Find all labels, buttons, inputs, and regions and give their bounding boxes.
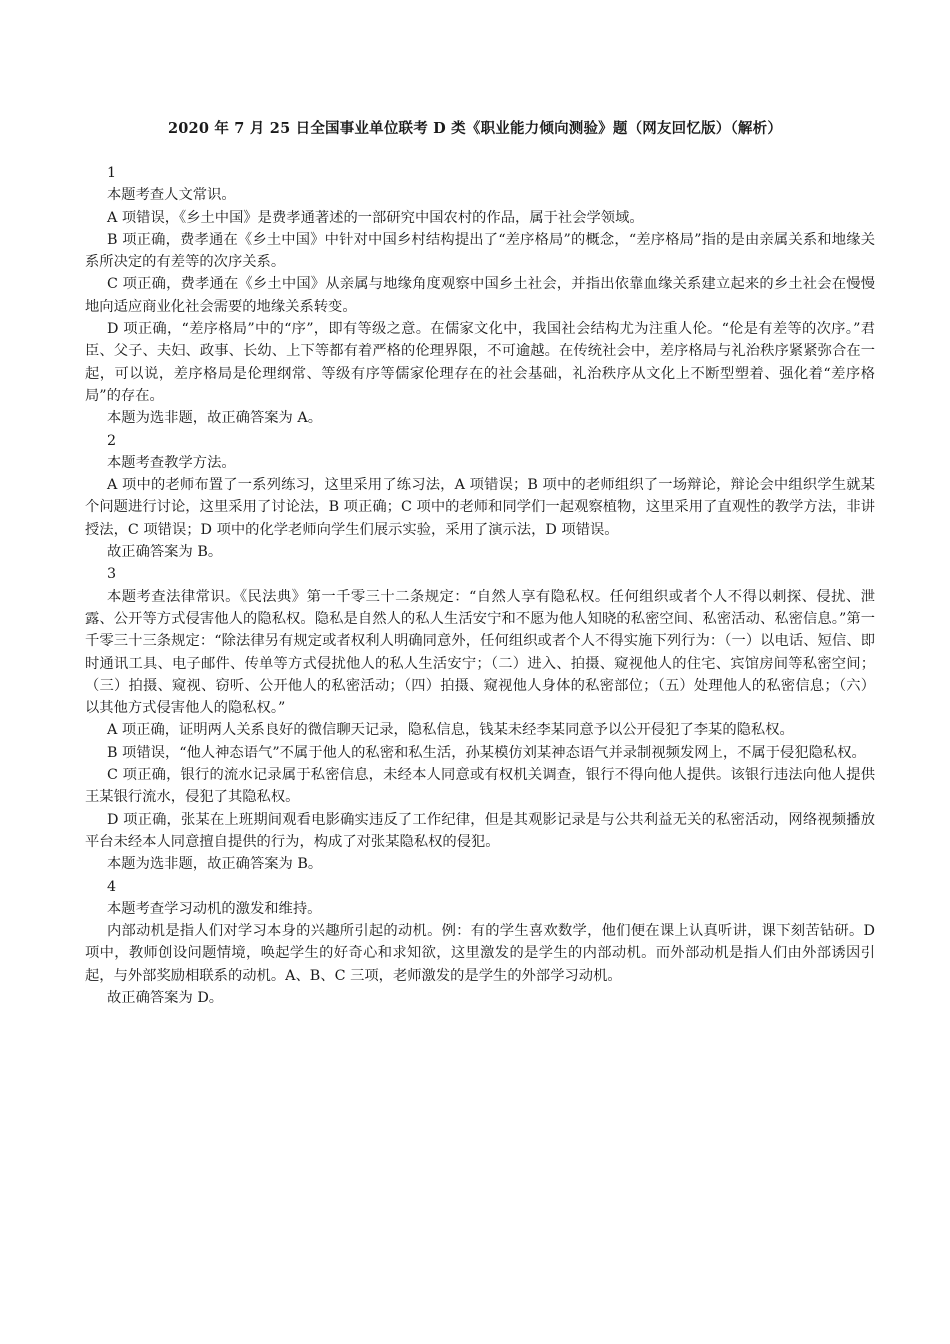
paragraph: D 项正确，张某在上班期间观看电影确实违反了工作纪律，但是其观影记录是与公共利益无关的私密活动，网络视频播放平台未经本人同意擅自提供的行为，构成了对张某隐私权的侵犯。	[85, 811, 875, 850]
answer-line: 故正确答案为 B。	[107, 544, 223, 561]
question-number: 1	[107, 165, 117, 181]
paragraph: A 项错误，《乡土中国》是费孝通著述的一部研究中国农村的作品，属于社会学领域。	[107, 209, 644, 226]
answer-line: 本题为选非题，故正确答案为 B。	[107, 856, 323, 873]
paragraph: D 项正确，“差序格局”中的“序”，即有等级之意。在儒家文化中，我国社会结构尤为注重人伦。“伦是有差等的次序。”君臣、父子、夫妇、政事、长幼、上下等都有着严格的伦理界限，不可逾越。在传统社会中，差序格局与礼治秩序紧紧弥合在一起，可以说，差序格局是伦理纲常、等级有序等儒家伦理存在的社会基础，礼治秩序从文化上不断型塑着、强化着“差序格局”的存在。	[85, 321, 875, 404]
question-number: 3	[107, 566, 117, 583]
paragraph: B 项错误，“他人神态语气”不属于他人的私密和私生活，孙某模仿刘某神态语气并录制视频发网上，不属于侵犯隐私权。	[107, 744, 866, 761]
paragraph: 本题考查学习动机的激发和维持。	[107, 900, 322, 917]
document-title: 2020 年 7 月 25 日全国事业单位联考 D 类《职业能力倾向测验》题（网友回忆版）（解析）	[167, 120, 783, 137]
question-number: 4	[107, 878, 117, 895]
paragraph: 本题考查教学方法。	[107, 454, 236, 471]
answer-line: 故正确答案为 D。	[107, 989, 224, 1006]
paragraph: A 项正确，证明两人关系良好的微信聊天记录，隐私信息，钱某未经李某同意予以公开侵犯了李某的隐私权。	[107, 722, 794, 739]
paragraph: 内部动机是指人们对学习本身的兴趣所引起的动机。例：有的学生喜欢数学，他们便在课上认真听讲，课下刻苦钻研。D 项中，教师创设问题情境，唤起学生的好奇心和求知欲，这里激发的是学生的内部动机。而外部动机是指人们由外部诱因引起，与外部奖励相联系的动机。A、B、C 三项，老师激发的是学生的外部学习动机。	[85, 923, 875, 984]
paragraph: 本题考查法律常识。《民法典》第一千零三十二条规定：“自然人享有隐私权。任何组织或者个人不得以刺探、侵扰、泄露、公开等方式侵害他人的隐私权。隐私是自然人的私人生活安宁和不愿为他人知晓的私密空间、私密活动、私密信息。”第一千零三十三条规定：“除法律另有规定或者权利人明确同意外，任何组织或者个人不得实施下列行为：（一）以电话、短信、即时通讯工具、电子邮件、传单等方式侵扰他人的私人生活安宁；（二）进入、拍摄、窥视他人的住宅、宾馆房间等私密空间；（三）拍摄、窥视、窃听、公开他人的私密活动；（四）拍摄、窥视他人身体的私密部位；（五）处理他人的私密信息；（六）以其他方式侵害他人的隐私权。”	[85, 588, 875, 717]
paragraph: C 项正确，费孝通在《乡土中国》从亲属与地缘角度观察中国乡土社会，并指出依靠血缘关系建立起来的乡土社会在慢慢地向适应商业化社会需要的地缘关系转变。	[85, 276, 875, 315]
paragraph: A 项中的老师布置了一系列练习，这里采用了练习法，A 项错误；B 项中的老师组织了一场辩论，辩论会中组织学生就某个问题进行讨论，这里采用了讨论法，B 项正确；C 项中的老师和同学们一起观察植物，这里采用了直观性的教学方法，非讲授法，C 项错误；D 项中的化学老师向学生们展示实验，采用了演示法，D 项错误。	[85, 477, 875, 538]
answer-line: 本题为选非题，故正确答案为 A。	[107, 410, 323, 427]
question-number: 2	[107, 432, 117, 449]
paragraph: C 项正确，银行的流水记录属于私密信息，未经本人同意或有权机关调查，银行不得向他人提供。该银行违法向他人提供王某银行流水，侵犯了其隐私权。	[85, 767, 875, 806]
paragraph: 本题考查人文常识。	[107, 187, 236, 204]
document-body	[85, 162, 875, 1009]
paragraph: B 项正确，费孝通在《乡土中国》中针对中国乡村结构提出了“差序格局”的概念，“差序格局”指的是由亲属关系和地缘关系所决定的有差等的次序关系。	[85, 231, 875, 271]
